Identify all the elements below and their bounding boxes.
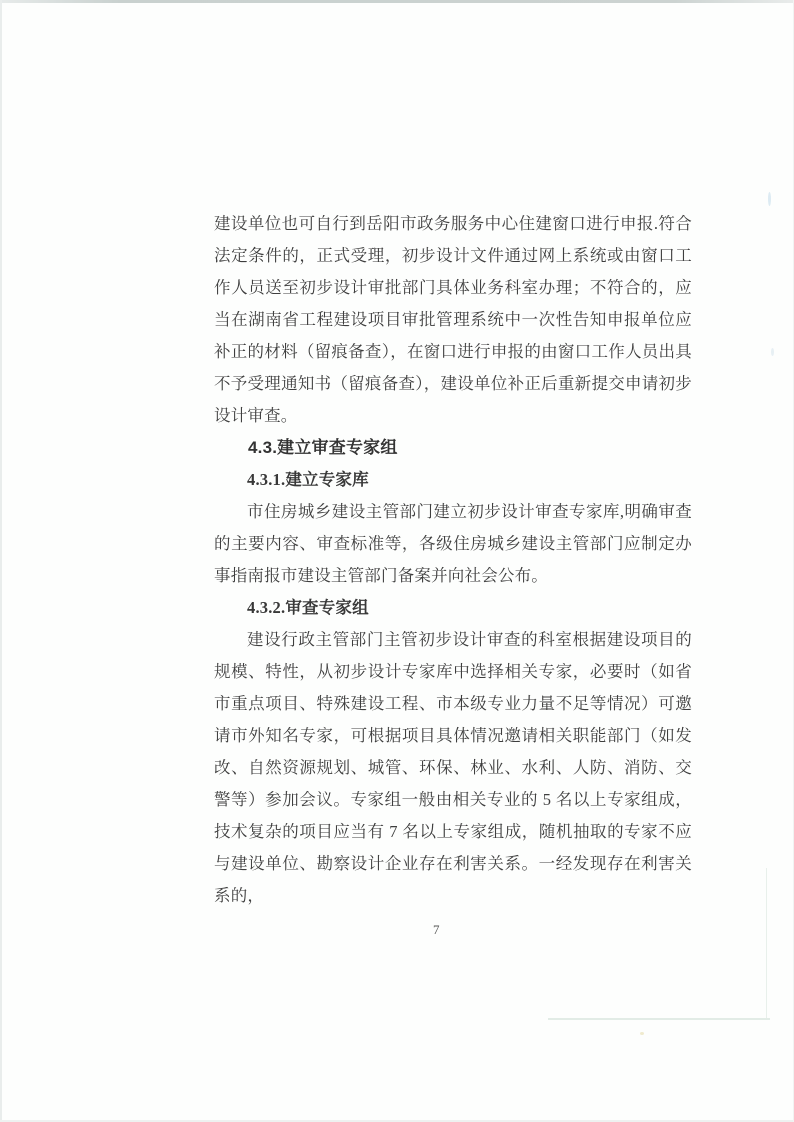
scan-edge-left: [0, 0, 2, 1122]
paragraph-expert-database: 市住房城乡建设主管部门建立初步设计审查专家库,明确审查的主要内容、审查标准等，各级住房城乡建设主管部门应制定办事指南报市建设主管部门备案并向社会公布。: [214, 502, 692, 585]
paragraph-expert-group-composition: 建设行政主管部门主管初步设计审查的科室根据建设项目的规模、特性，从初步设计专家库中选择相关专家，必要时（如省市重点项目、特殊建设工程、市本级专业力量不足等情况）可邀请市外知名专家，可根据项目具体情况邀请相关职能部门（如发改、自然资源规划、城管、环保、林业、水利、人防、消防、交警等）参加会议。专家组一般由相关专业的 5 名以上专家组成，技术复杂的项目应当有 7 名以上专家组成，随机抽取的专家不应与建设单位、勘察设计企业存在利害关系。一经发现存在利害关系的，: [214, 630, 692, 905]
scan-speck: [771, 348, 774, 356]
scan-edge-top: [0, 0, 794, 3]
scan-artifact-vertical-line: [766, 868, 767, 1020]
paragraph-window-application-process: 建设单位也可自行到岳阳市政务服务中心住建窗口进行申报.符合法定条件的，正式受理，初步设计文件通过网上系统或由窗口工作人员送至初步设计审批部门具体业务科室办理；不符合的，应当在湖南省工程建设项目审批管理系统中一次性告知申报单位应补正的材料（留痕备查），在窗口进行申报的由窗口工作人员出具不予受理通知书（留痕备查），建设单位补正后重新提交申请初步设计审查。: [214, 214, 692, 425]
scan-speck: [768, 192, 771, 206]
scan-speck: [640, 1032, 644, 1035]
scan-artifact-horizontal-line: [548, 1018, 770, 1020]
heading-4-3-1-establish-expert-database: 4.3.1.建立专家库: [247, 470, 369, 489]
heading-4-3-establish-review-expert-group: 4.3.建立审查专家组: [248, 438, 398, 457]
heading-4-3-2-review-expert-group: 4.3.2.审查专家组: [247, 598, 369, 617]
document-body: [214, 208, 692, 912]
page-number: 7: [433, 922, 440, 937]
